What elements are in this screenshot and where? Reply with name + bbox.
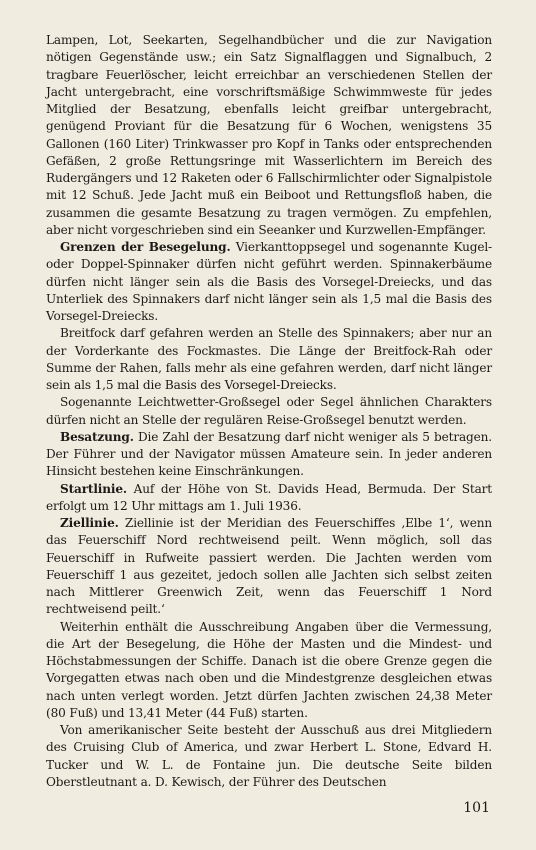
paragraph — [46, 722, 492, 791]
body-text — [46, 32, 492, 791]
paragraph — [46, 32, 492, 239]
page-number: 101 — [463, 800, 490, 816]
paragraph-text: Breitfock darf gefahren werden an Stelle des Spinnakers; aber nur an der Vorderkante des Fockmastes. Die Länge der Breitfock-Rah oder Summe der Rahen, falls mehr als eine gefahren werden, darf nicht länger sein als 1,5 mal die Basis des Vorsegel-Dreiecks. — [46, 326, 492, 392]
paragraph — [46, 429, 492, 481]
paragraph — [46, 394, 492, 429]
paragraph — [46, 239, 492, 325]
paragraph — [46, 619, 492, 723]
paragraph-text: Ziellinie ist der Meridian des Feuerschiffes ‚Elbe 1‘, wenn das Feuerschiff Nord rechtweisend peilt. Wenn möglich, soll das Feuerschiff in Rufweite passiert werden. Die Jachten werden vom Feuerschiff 1 aus gezeitet, jedoch sollen alle Jachten sich selbst zeiten nach Mittlerer Greenwich Zeit, wenn das Feuerschiff 1 Nord rechtweisend peilt.‘ — [46, 516, 492, 617]
paragraph-heading: Startlinie. — [60, 481, 127, 496]
paragraph-text: Sogenannte Leichtwetter-Großsegel oder Segel ähnlichen Charakters dürfen nicht an Stelle der regulären Reise-Großsegel benutzt werden. — [46, 395, 492, 427]
paragraph-text: Weiterhin enthält die Ausschreibung Angaben über die Vermessung, die Art der Besegelung, die Höhe der Masten und die Mindest- und Höchstabmessungen der Schiffe. Danach ist die obere Grenze gegen die Vorgegatten etwas nach oben und die Mindestgrenze desgleichen etwas nach unten verlegt worden. Jetzt dürfen Jachten zwischen 24,38 Meter (80 Fuß) und 13,41 Meter (44 Fuß) starten. — [46, 619, 492, 720]
paragraph-text: Die Zahl der Besatzung darf nicht weniger als 5 betragen. Der Führer und der Navigator müssen Amateure sein. In jeder anderen Hinsicht bestehen keine Einschränkungen. — [46, 429, 492, 479]
paragraph-text: Auf der Höhe von St. Davids Head, Bermuda. Der Start erfolgt um 12 Uhr mittags am 1. Juli 1936. — [46, 481, 492, 513]
paragraph-text: Vierkanttoppsegel und sogenannte Kugel- oder Doppel-Spinnaker dürfen nicht geführt werden. Spinnakerbäume dürfen nicht länger sein als die Basis des Vorsegel-Dreiecks, und das Unterliek des Spinnakers darf nicht länger sein als 1,5 mal die Basis des Vorsegel-Dreiecks. — [46, 240, 492, 323]
paragraph-heading: Besatzung. — [60, 429, 134, 444]
paragraph-heading: Grenzen der Besegelung. — [60, 240, 231, 254]
paragraph-heading: Ziellinie. — [60, 516, 119, 530]
paragraph — [46, 481, 492, 516]
paragraph — [46, 325, 492, 394]
paragraph-text: Von amerikanischer Seite besteht der Ausschuß aus drei Mitgliedern des Cruising Club of America, und zwar Herbert L. Stone, Edvard H. Tucker und W. L. de Fontaine jun. Die deutsche Seite bilden Oberstleutnant a. D. Kewisch, der Führer des Deutschen — [46, 723, 492, 789]
paragraph-text: Lampen, Lot, Seekarten, Segelhandbücher und die zur Navigation nötigen Gegenstände usw.; ein Satz Signalflaggen und Signalbuch, 2 tragbare Feuerlöscher, leicht erreichbar an verschiedenen Stellen der Jacht untergebracht, eine vorschriftsmäßige Schwimmweste für jedes Mitglied der Besatzung, ebenfalls leicht greifbar untergebracht, genügend Proviant für die Besatzung für 6 Wochen, wenigstens 35 Gallonen (160 Liter) Trinkwasser pro Kopf in Tanks oder entsprechenden Gefäßen, 2 große Rettungsringe mit Wasserlichtern im Bereich des Rudergängers und 12 Raketen oder 6 Fallschirmlichter oder Signalpistole mit 12 Schuß. Jede Jacht muß ein Beiboot und Rettungsfloß haben, die zusammen die gesamte Besatzung zu tragen vermögen. Zu empfehlen, aber nicht vorgeschrieben sind ein Seeanker und Kurzwellen-Empfänger. — [46, 33, 492, 237]
paragraph — [46, 515, 492, 619]
